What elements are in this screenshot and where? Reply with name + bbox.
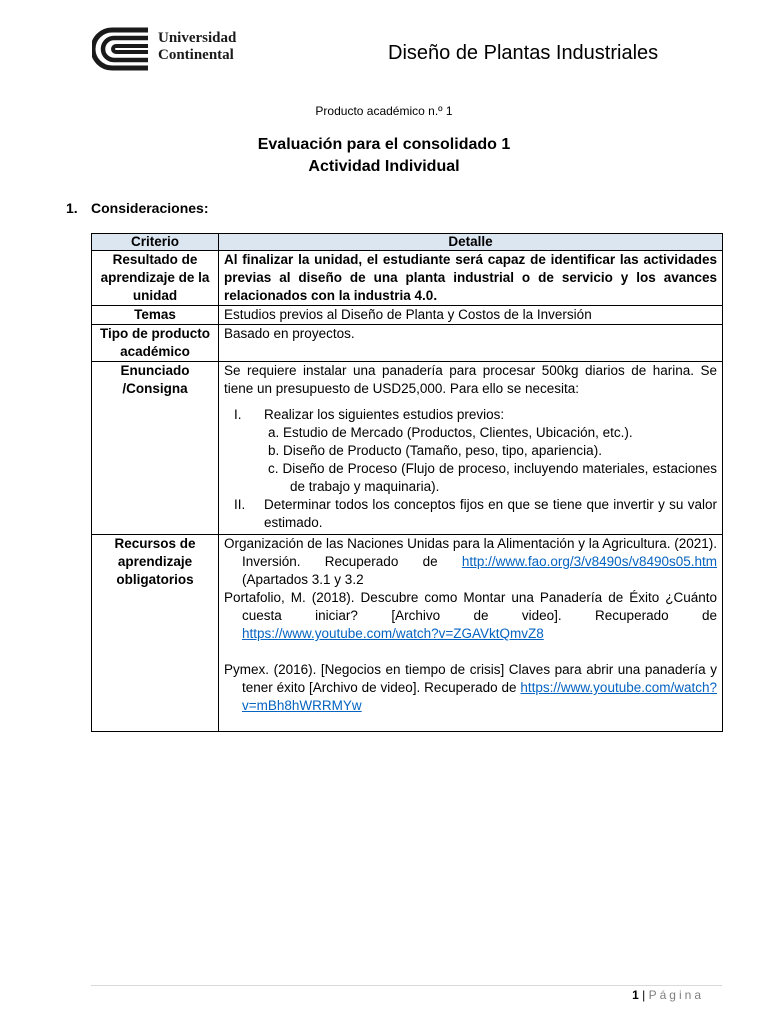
- document-title: Diseño de Plantas Industriales: [388, 42, 659, 64]
- evaluation-title: [0, 134, 768, 178]
- logo-wordmark: [158, 30, 236, 64]
- section-number: 1.: [66, 200, 78, 216]
- section-title: Consideraciones:: [91, 200, 209, 216]
- table-row-resultado: [92, 251, 723, 306]
- roman-list: [224, 406, 717, 532]
- footer-divider: [91, 985, 722, 986]
- footer-separator: |: [642, 988, 646, 1002]
- evaluation-title-line1: Evaluación para el consolidado 1: [257, 136, 511, 153]
- list-item: [224, 406, 717, 424]
- table-row-recursos: [92, 535, 723, 732]
- reference-portafolio: [224, 589, 717, 643]
- considerations-table: [91, 233, 723, 732]
- reference-text: Pymex. (2016). [Negocios en tiempo de crisis] Claves para abrir una panadería y tener éxito [Archivo de video]. Recuperado de: [224, 662, 717, 695]
- list-item: [224, 496, 717, 532]
- section-heading: [66, 200, 208, 216]
- evaluation-title-line2: Actividad Individual: [308, 158, 460, 175]
- enunciado-intro: Se requiere instalar una panadería para procesar 500kg diarios de harina. Se tiene un presupuesto de USD25,000. Para ello se necesita:: [224, 363, 717, 396]
- list-item-text: Realizar los siguientes estudios previos:: [264, 407, 505, 422]
- spacer: [224, 643, 717, 661]
- list-marker: I.: [234, 407, 242, 422]
- detalle-temas: Estudios previos al Diseño de Planta y Costos de la Inversión: [219, 306, 723, 325]
- product-line: Producto académico n.º 1: [315, 104, 453, 118]
- table-header-row: [92, 234, 723, 251]
- university-logo: [92, 26, 252, 72]
- sub-list-item: a. Estudio de Mercado (Productos, Clientes, Ubicación, etc.).: [268, 425, 633, 440]
- criterio-recursos: Recursos de aprendizaje obligatorios: [92, 535, 219, 732]
- criterio-temas: Temas: [92, 306, 219, 325]
- table-row-temas: [92, 306, 723, 325]
- sub-list-item: b. Diseño de Producto (Tamaño, peso, tipo, apariencia).: [268, 443, 602, 458]
- page-header: [0, 0, 768, 90]
- table-row-tipo: [92, 325, 723, 362]
- continental-c-icon: [92, 26, 154, 72]
- reference-tail: (Apartados 3.1 y 3.2: [242, 572, 364, 587]
- column-header-detalle: Detalle: [219, 234, 723, 251]
- reference-text: Portafolio, M. (2018). Descubre como Montar una Panadería de Éxito ¿Cuánto cuesta iniciar? [Archivo de video]. Recuperado de: [224, 590, 717, 623]
- page-footer: [632, 988, 704, 1002]
- logo-line2: Continental: [158, 47, 234, 63]
- sub-list: [224, 424, 717, 496]
- table-row-enunciado: [92, 362, 723, 535]
- fao-link[interactable]: http://www.fao.org/3/v8490s/v8490s05.htm: [461, 554, 717, 569]
- list-marker: II.: [234, 497, 246, 512]
- reference-fao: [224, 535, 717, 589]
- reference-text: Organización de las Naciones Unidas para la Alimentación y la Agricultura. (2021). Inversión. Recuperado de: [224, 536, 718, 569]
- column-header-criterio: Criterio: [92, 234, 219, 251]
- youtube-link-portafolio[interactable]: https://www.youtube.com/watch?v=ZGAVktQmvZ8: [242, 626, 544, 641]
- list-item-text: Determinar todos los conceptos fijos en que se tiene que invertir y su valor estimado.: [264, 497, 717, 530]
- reference-pymex: [224, 661, 717, 715]
- detalle-enunciado: [219, 362, 723, 535]
- sub-list-item: c. Diseño de Proceso (Flujo de proceso, incluyendo materiales, estaciones de trabajo y maquinaria).: [268, 461, 717, 494]
- youtube-link-pymex[interactable]: https://www.youtube.com/watch?v=mBh8hWRRMYw: [242, 680, 717, 713]
- page-number: 1: [632, 988, 639, 1002]
- page-label: Página: [648, 988, 704, 1002]
- criterio-tipo: Tipo de producto académico: [92, 325, 219, 362]
- detalle-recursos: [219, 535, 723, 732]
- logo-line1: Universidad: [158, 30, 237, 46]
- criterio-resultado: Resultado de aprendizaje de la unidad: [92, 251, 219, 306]
- detalle-tipo: Basado en proyectos.: [219, 325, 723, 362]
- criterio-enunciado: Enunciado /Consigna: [92, 362, 219, 535]
- detalle-resultado: Al finalizar la unidad, el estudiante será capaz de identificar las actividades previas al diseño de una planta industrial o de servicio y los avances relacionados con la industria 4.0.: [219, 251, 723, 306]
